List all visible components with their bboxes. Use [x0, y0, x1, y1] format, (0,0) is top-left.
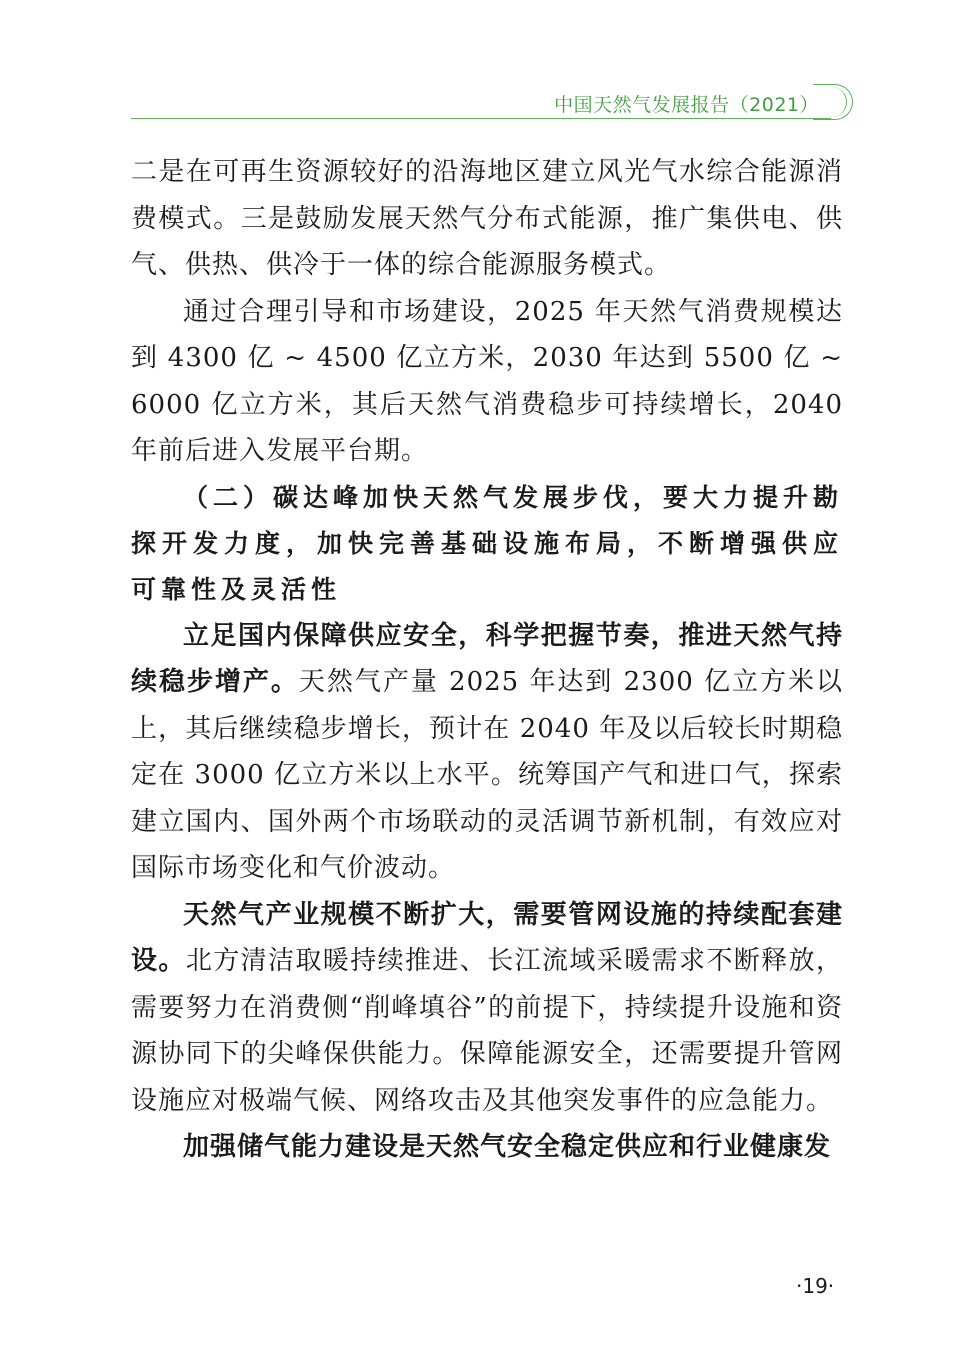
header-ornament-inner	[817, 87, 847, 117]
paragraph-3-lead: 立足国内保障供应安全，科学把握节奏，推进天然气持续稳步增产。	[131, 620, 843, 697]
running-header	[131, 84, 853, 124]
paragraph-3-text: 天然气产量 2025 年达到 2300 亿立方米以上，其后继续稳步增长，预计在 2040 年及以后较长时期稳定在 3000 亿立方米以上水平。统筹国产气和进口气，探索建立国内、国外两个市场联动的灵活调节新机制，有效应对国际市场变化和气价波动。	[131, 667, 843, 883]
paragraph-4	[131, 892, 843, 1125]
paragraph-5	[131, 1124, 843, 1171]
paragraph-5-lead: 加强储气能力建设是天然气安全稳定供应和行业健康发	[183, 1132, 832, 1162]
header-title: 中国天然气发展报告（2021）	[554, 94, 819, 116]
page-body	[131, 149, 843, 1171]
paragraph-4-text: 北方清洁取暖持续推进、长江流域采暖需求不断释放，需要努力在消费侧“削峰填谷”的前提下，持续提升设施和资源协同下的尖峰保供能力。保障能源安全，还需要提升管网设施应对极端气候、网络攻击及其他突发事件的应急能力。	[131, 946, 843, 1116]
header-rule	[131, 118, 831, 119]
paragraph-4-lead: 天然气产业规模不断扩大，需要管网设施的持续配套建设。	[131, 899, 843, 976]
paragraph-2: 通过合理引导和市场建设，2025 年天然气消费规模达到 4300 亿 ~ 4500 亿立方米，2030 年达到 5500 亿 ~ 6000 亿立方米，其后天然气消费稳步可持续增长，2040 年前后进入发展平台期。	[131, 296, 843, 466]
page-number: ·19·	[796, 1274, 835, 1298]
paragraph-1: 二是在可再生资源较好的沿海地区建立风光气水综合能源消费模式。三是鼓励发展天然气分布式能源，推广集供电、供气、供热、供冷于一体的综合能源服务模式。	[131, 157, 843, 280]
paragraph-3	[131, 613, 843, 892]
section-heading: （二）碳达峰加快天然气发展步伐，要大力提升勘探开发力度，加快完善基础设施布局，不断增强供应可靠性及灵活性	[131, 482, 844, 604]
